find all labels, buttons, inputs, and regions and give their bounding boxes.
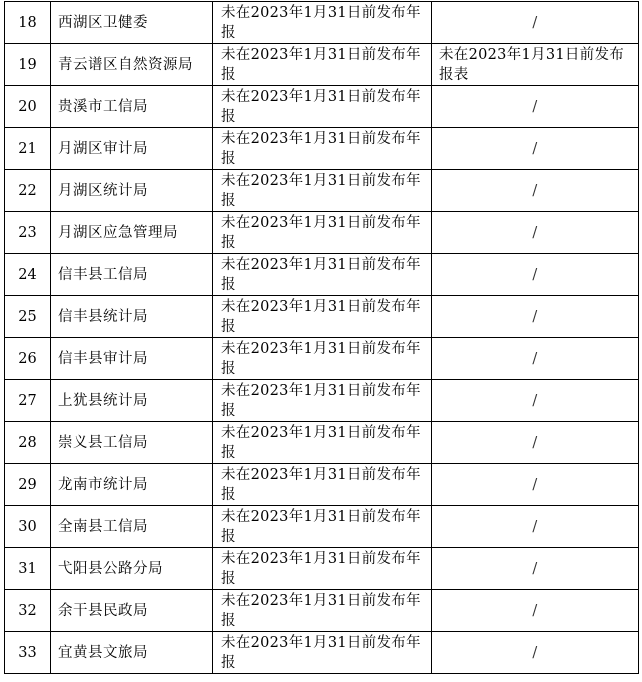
- organization-name: 信丰县工信局: [51, 254, 213, 296]
- row-number: 30: [5, 506, 51, 548]
- row-number: 27: [5, 380, 51, 422]
- organization-name: 月湖区应急管理局: [51, 212, 213, 254]
- organization-name: 宜黄县文旅局: [51, 632, 213, 674]
- note-cell: [432, 170, 639, 212]
- note-text: /: [532, 266, 538, 283]
- organization-name: 信丰县统计局: [51, 296, 213, 338]
- row-number: 31: [5, 548, 51, 590]
- organization-name: 月湖区统计局: [51, 170, 213, 212]
- table-row: [5, 380, 639, 422]
- report-status: 未在2023年1月31日前发布年报: [213, 632, 432, 674]
- row-number: 28: [5, 422, 51, 464]
- table-row: [5, 128, 639, 170]
- row-number: 21: [5, 128, 51, 170]
- organization-name: 月湖区审计局: [51, 128, 213, 170]
- note-cell: [432, 464, 639, 506]
- note-text: /: [532, 140, 538, 157]
- note-cell: [432, 422, 639, 464]
- table-row: [5, 212, 639, 254]
- note-cell: [432, 86, 639, 128]
- note-text: /: [532, 182, 538, 199]
- row-number: 24: [5, 254, 51, 296]
- note-text: /: [532, 560, 538, 577]
- table-body: [5, 2, 639, 674]
- note-text: /: [532, 14, 538, 31]
- table-row: [5, 296, 639, 338]
- row-number: 32: [5, 590, 51, 632]
- row-number: 20: [5, 86, 51, 128]
- note-cell: [432, 212, 639, 254]
- organization-name: 弋阳县公路分局: [51, 548, 213, 590]
- report-status: 未在2023年1月31日前发布年报: [213, 590, 432, 632]
- note-cell: [432, 338, 639, 380]
- note-text: /: [532, 350, 538, 367]
- note-cell: [432, 632, 639, 674]
- note-text: /: [532, 434, 538, 451]
- note-text: /: [532, 602, 538, 619]
- row-number: 19: [5, 44, 51, 86]
- note-text: /: [532, 518, 538, 535]
- note-cell: [432, 296, 639, 338]
- row-number: 25: [5, 296, 51, 338]
- note-text: /: [532, 644, 538, 661]
- row-number: 26: [5, 338, 51, 380]
- table-row: [5, 506, 639, 548]
- report-status: 未在2023年1月31日前发布年报: [213, 422, 432, 464]
- report-status: 未在2023年1月31日前发布年报: [213, 548, 432, 590]
- table-row: [5, 590, 639, 632]
- organization-name: 余干县民政局: [51, 590, 213, 632]
- organization-name: 龙南市统计局: [51, 464, 213, 506]
- row-number: 18: [5, 2, 51, 44]
- row-number: 29: [5, 464, 51, 506]
- organization-name: 上犹县统计局: [51, 380, 213, 422]
- report-status: 未在2023年1月31日前发布年报: [213, 296, 432, 338]
- note-text: 未在2023年1月31日前发布报表: [439, 46, 625, 83]
- note-cell: [432, 2, 639, 44]
- report-status: 未在2023年1月31日前发布年报: [213, 44, 432, 86]
- table-row: [5, 632, 639, 674]
- row-number: 23: [5, 212, 51, 254]
- note-text: /: [532, 392, 538, 409]
- organization-name: 西湖区卫健委: [51, 2, 213, 44]
- table-row: [5, 338, 639, 380]
- note-text: /: [532, 224, 538, 241]
- table-row: [5, 86, 639, 128]
- table-row: [5, 170, 639, 212]
- report-status: 未在2023年1月31日前发布年报: [213, 86, 432, 128]
- note-text: /: [532, 98, 538, 115]
- table-row: [5, 44, 639, 86]
- report-status: 未在2023年1月31日前发布年报: [213, 212, 432, 254]
- table-row: [5, 464, 639, 506]
- organization-name: 崇义县工信局: [51, 422, 213, 464]
- note-text: /: [532, 476, 538, 493]
- report-status: 未在2023年1月31日前发布年报: [213, 170, 432, 212]
- table-row: [5, 2, 639, 44]
- note-cell: [432, 44, 639, 86]
- report-status: 未在2023年1月31日前发布年报: [213, 254, 432, 296]
- report-status: 未在2023年1月31日前发布年报: [213, 506, 432, 548]
- report-status: 未在2023年1月31日前发布年报: [213, 128, 432, 170]
- report-table: [4, 1, 639, 674]
- table-row: [5, 548, 639, 590]
- note-text: /: [532, 308, 538, 325]
- report-status: 未在2023年1月31日前发布年报: [213, 338, 432, 380]
- organization-name: 信丰县审计局: [51, 338, 213, 380]
- organization-name: 贵溪市工信局: [51, 86, 213, 128]
- report-status: 未在2023年1月31日前发布年报: [213, 380, 432, 422]
- note-cell: [432, 506, 639, 548]
- note-cell: [432, 128, 639, 170]
- row-number: 33: [5, 632, 51, 674]
- table-row: [5, 422, 639, 464]
- organization-name: 青云谱区自然资源局: [51, 44, 213, 86]
- organization-name: 全南县工信局: [51, 506, 213, 548]
- table-row: [5, 254, 639, 296]
- note-cell: [432, 548, 639, 590]
- row-number: 22: [5, 170, 51, 212]
- report-status: 未在2023年1月31日前发布年报: [213, 2, 432, 44]
- report-status: 未在2023年1月31日前发布年报: [213, 464, 432, 506]
- note-cell: [432, 590, 639, 632]
- note-cell: [432, 254, 639, 296]
- note-cell: [432, 380, 639, 422]
